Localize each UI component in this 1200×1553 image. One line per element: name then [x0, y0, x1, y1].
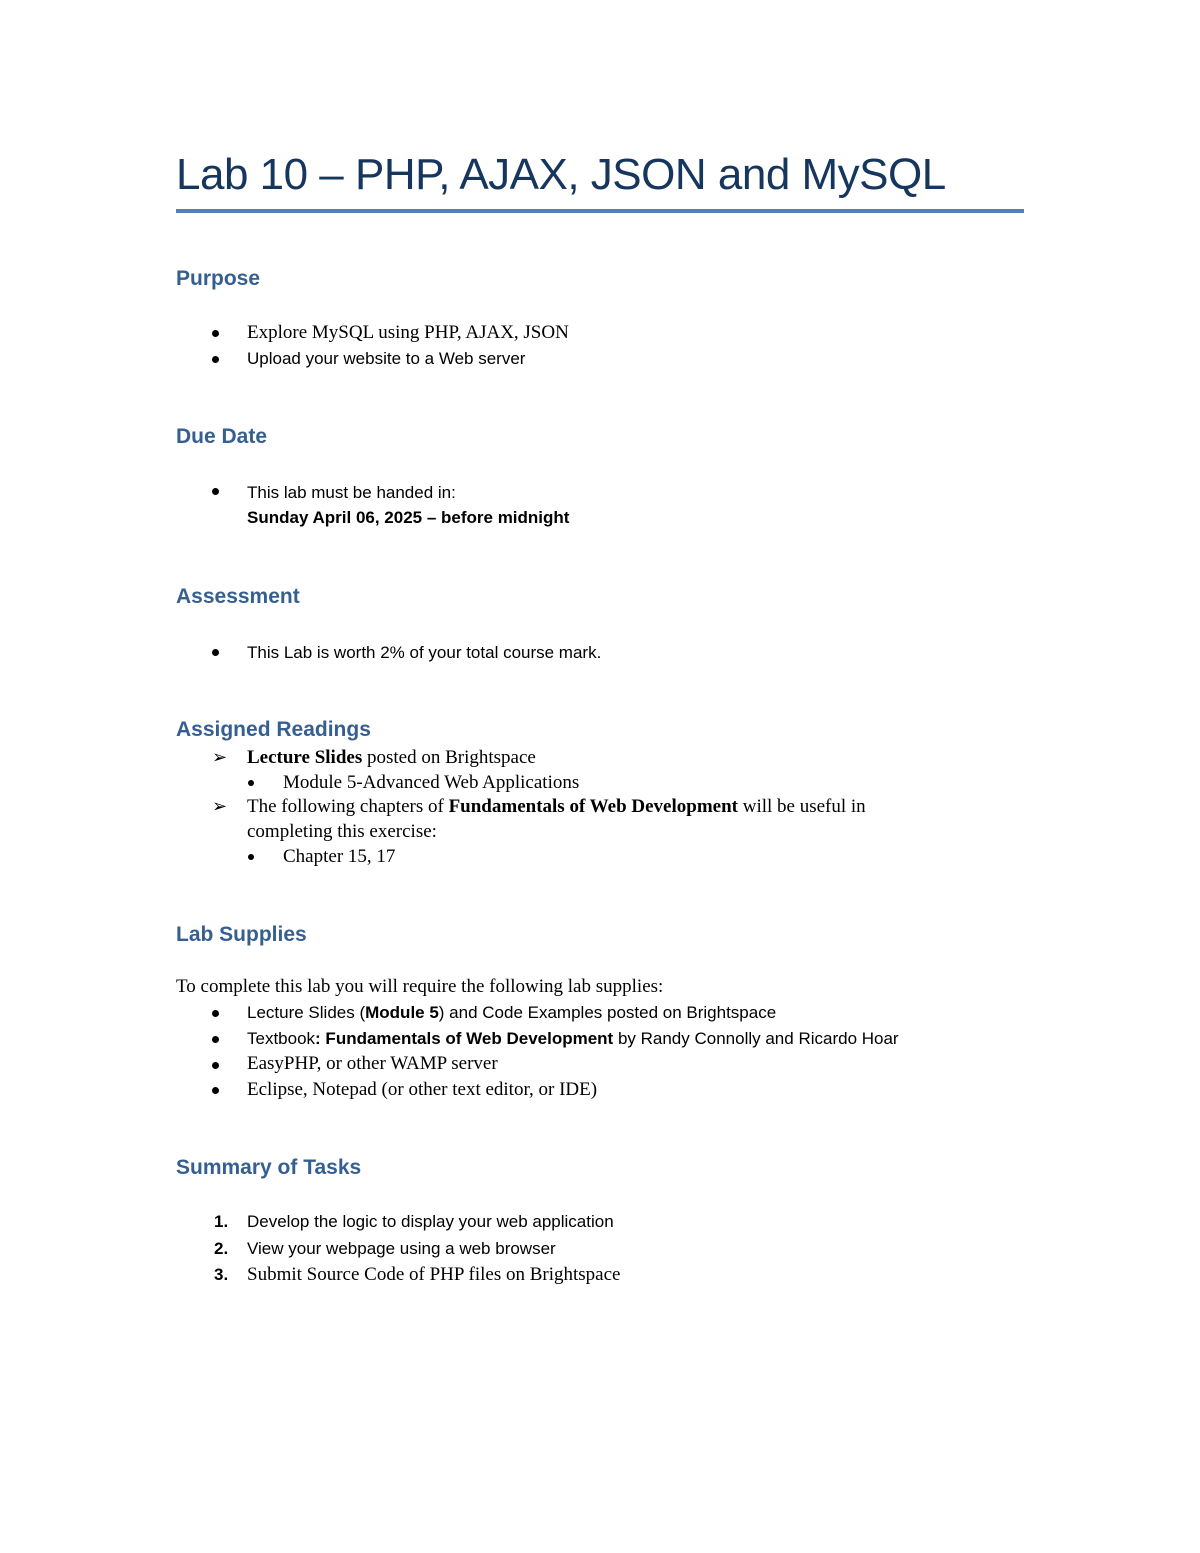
bullet-icon — [212, 1010, 219, 1017]
assessment-item: This Lab is worth 2% of your total course mark. — [247, 643, 602, 662]
purpose-item: Explore MySQL using PHP, AJAX, JSON — [247, 322, 569, 343]
bullet-icon — [212, 649, 219, 656]
due-date-value: Sunday April 06, 2025 – before midnight — [247, 508, 570, 527]
due-date-intro: This lab must be handed in: — [247, 483, 456, 502]
reading-bold: Fundamentals of Web Development — [448, 796, 738, 817]
supply-suffix: ) and Code Examples posted on Brightspace — [438, 1003, 777, 1022]
reading-bold: Lecture Slides — [247, 747, 363, 768]
reading-text: posted on Brightspace — [362, 747, 536, 768]
reading-text: will be useful in — [737, 796, 866, 817]
supply-bold: Module 5 — [365, 1003, 439, 1022]
supply-bold: : Fundamentals of Web Development — [315, 1029, 614, 1048]
supply-prefix: Textbook — [247, 1029, 316, 1048]
supply-prefix: Lecture Slides ( — [247, 1003, 366, 1022]
reading-item — [247, 795, 866, 819]
bullet-icon — [212, 488, 219, 495]
bullet-icon — [212, 1036, 219, 1043]
heading-purpose: Purpose — [176, 267, 261, 290]
reading-continuation: completing this exercise: — [247, 821, 437, 842]
bullet-icon — [212, 356, 219, 363]
task-item: Submit Source Code of PHP files on Brightspace — [247, 1264, 621, 1285]
task-item: View your webpage using a web browser — [247, 1239, 556, 1258]
task-number: 3. — [214, 1265, 229, 1284]
supply-item: Eclipse, Notepad (or other text editor, or IDE) — [247, 1079, 598, 1100]
bullet-icon — [248, 780, 254, 786]
bullet-icon — [248, 854, 254, 860]
title-underline — [176, 209, 1024, 213]
document-title: Lab 10 – PHP, AJAX, JSON and MySQL — [176, 150, 946, 199]
reading-prefix: The following chapters of — [247, 796, 449, 817]
reading-sub-item: Module 5-Advanced Web Applications — [283, 772, 580, 793]
purpose-item: Upload your website to a Web server — [247, 349, 526, 368]
heading-assessment: Assessment — [176, 585, 300, 608]
bullet-icon — [212, 330, 219, 337]
lab-supplies-intro: To complete this lab you will require the following lab supplies: — [176, 976, 664, 997]
arrow-bullet-icon: ➢ — [212, 796, 228, 817]
bullet-icon — [212, 1062, 219, 1069]
supply-suffix: by Randy Connolly and Ricardo Hoar — [613, 1029, 899, 1048]
heading-summary-of-tasks: Summary of Tasks — [176, 1156, 362, 1179]
task-item: Develop the logic to display your web application — [247, 1212, 614, 1231]
supply-item — [247, 1027, 899, 1051]
task-number: 2. — [214, 1239, 229, 1258]
reading-item — [247, 746, 536, 770]
reading-sub-item: Chapter 15, 17 — [283, 846, 396, 867]
supply-item — [247, 1001, 776, 1025]
heading-assigned-readings: Assigned Readings — [176, 718, 371, 741]
heading-lab-supplies: Lab Supplies — [176, 923, 307, 946]
task-number: 1. — [214, 1212, 229, 1231]
arrow-bullet-icon: ➢ — [212, 747, 228, 768]
heading-due-date: Due Date — [176, 425, 268, 448]
supply-item: EasyPHP, or other WAMP server — [247, 1053, 498, 1074]
bullet-icon — [212, 1087, 219, 1094]
